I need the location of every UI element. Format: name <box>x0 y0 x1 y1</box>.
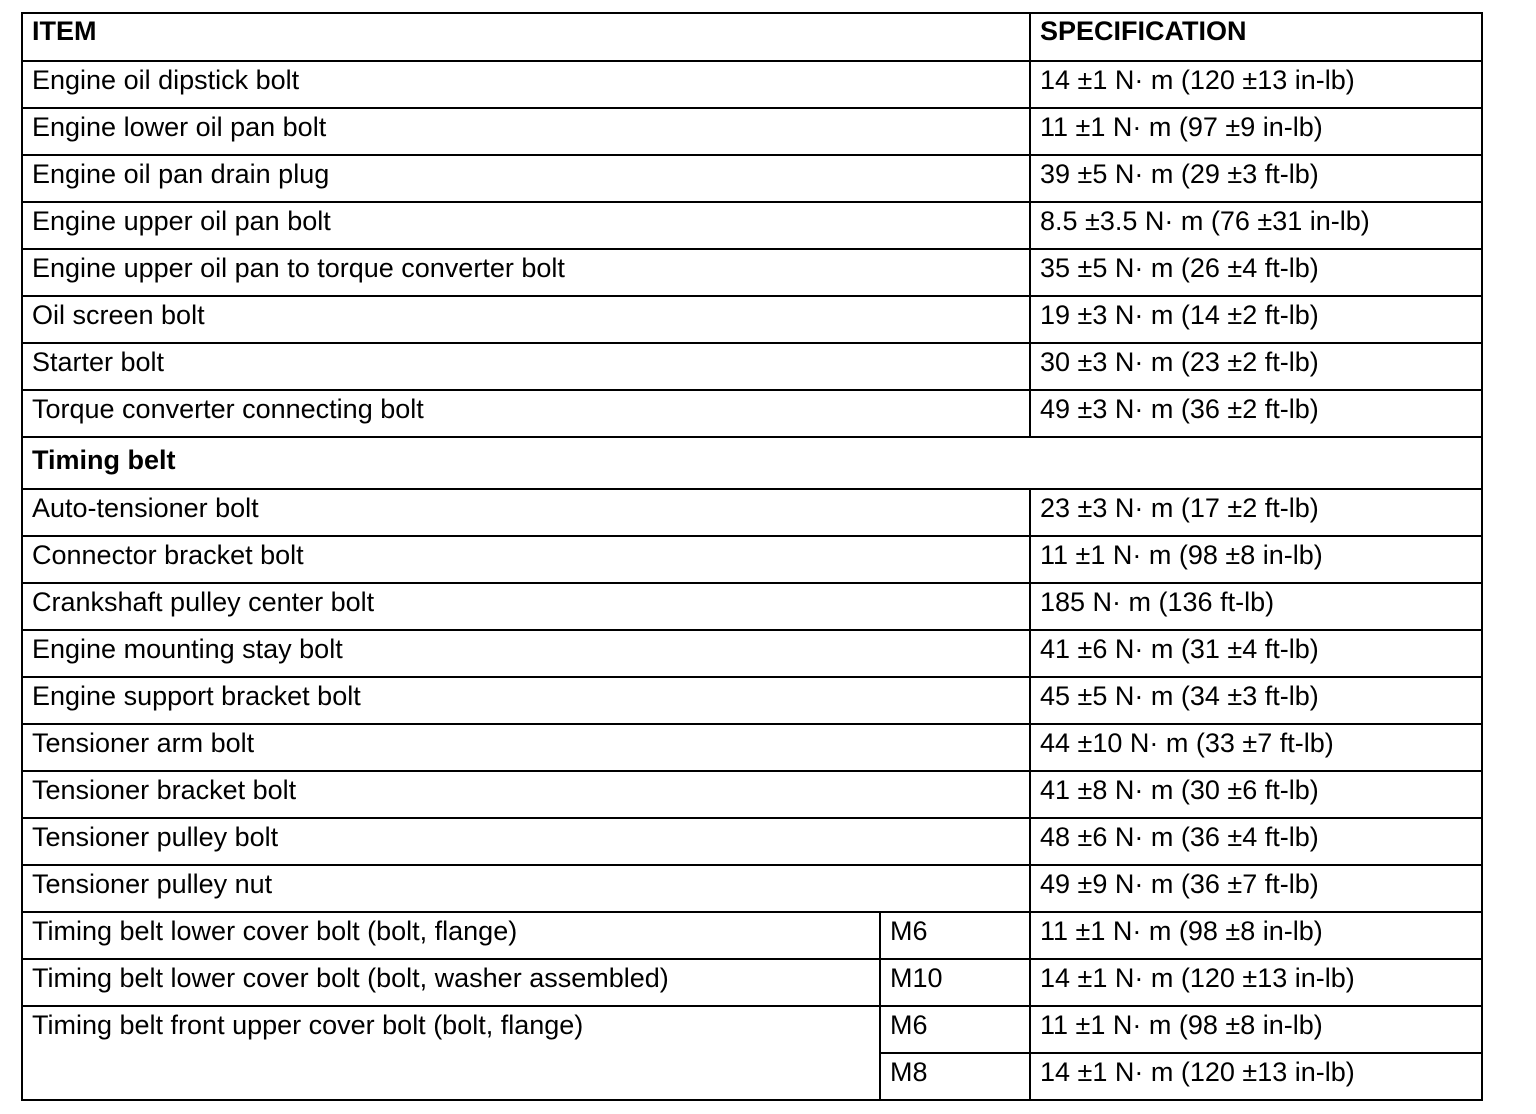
spec-cell: 39 ±5 N· m (29 ±3 ft-lb) <box>1030 155 1482 202</box>
table-row <box>22 489 1482 536</box>
item-cell: Engine oil dipstick bolt <box>22 61 1030 108</box>
spec-cell: 14 ±1 N· m (120 ±13 in-lb) <box>1030 959 1482 1006</box>
table-row <box>22 959 1482 1006</box>
spec-cell: 14 ±1 N· m (120 ±13 in-lb) <box>1030 1053 1482 1100</box>
table-row <box>22 677 1482 724</box>
spec-cell: 11 ±1 N· m (98 ±8 in-lb) <box>1030 536 1482 583</box>
item-cell: Engine upper oil pan to torque converter bolt <box>22 249 1030 296</box>
spec-cell: 11 ±1 N· m (98 ±8 in-lb) <box>1030 912 1482 959</box>
table-row <box>22 390 1482 437</box>
torque-spec-table <box>21 12 1483 1101</box>
spec-cell: 49 ±9 N· m (36 ±7 ft-lb) <box>1030 865 1482 912</box>
spec-cell: 35 ±5 N· m (26 ±4 ft-lb) <box>1030 249 1482 296</box>
header-specification: SPECIFICATION <box>1030 13 1482 61</box>
item-cell: Engine upper oil pan bolt <box>22 202 1030 249</box>
item-cell: Engine oil pan drain plug <box>22 155 1030 202</box>
spec-cell: 185 N· m (136 ft-lb) <box>1030 583 1482 630</box>
spec-cell: 19 ±3 N· m (14 ±2 ft-lb) <box>1030 296 1482 343</box>
item-cell: Timing belt front upper cover bolt (bolt, flange) <box>22 1006 880 1100</box>
item-cell: Auto-tensioner bolt <box>22 489 1030 536</box>
table-row <box>22 536 1482 583</box>
item-cell: Crankshaft pulley center bolt <box>22 583 1030 630</box>
table-header-row <box>22 13 1482 61</box>
bolt-size-cell: M8 <box>880 1053 1030 1100</box>
table-row <box>22 249 1482 296</box>
table-row <box>22 818 1482 865</box>
spec-cell: 30 ±3 N· m (23 ±2 ft-lb) <box>1030 343 1482 390</box>
section-heading-timing-belt: Timing belt <box>22 437 1482 489</box>
spec-cell: 45 ±5 N· m (34 ±3 ft-lb) <box>1030 677 1482 724</box>
table-row <box>22 771 1482 818</box>
table-row <box>22 1006 1482 1053</box>
table-row <box>22 155 1482 202</box>
spec-cell: 41 ±8 N· m (30 ±6 ft-lb) <box>1030 771 1482 818</box>
table-row <box>22 296 1482 343</box>
table-row <box>22 865 1482 912</box>
table-row <box>22 108 1482 155</box>
item-cell: Timing belt lower cover bolt (bolt, flange) <box>22 912 880 959</box>
item-cell: Tensioner arm bolt <box>22 724 1030 771</box>
item-cell: Connector bracket bolt <box>22 536 1030 583</box>
table-row <box>22 630 1482 677</box>
item-cell: Tensioner pulley nut <box>22 865 1030 912</box>
header-item: ITEM <box>22 13 1030 61</box>
item-cell: Tensioner bracket bolt <box>22 771 1030 818</box>
bolt-size-cell: M6 <box>880 1006 1030 1053</box>
item-cell: Tensioner pulley bolt <box>22 818 1030 865</box>
spec-cell: 8.5 ±3.5 N· m (76 ±31 in-lb) <box>1030 202 1482 249</box>
spec-cell: 48 ±6 N· m (36 ±4 ft-lb) <box>1030 818 1482 865</box>
item-cell: Torque converter connecting bolt <box>22 390 1030 437</box>
section-heading-row <box>22 437 1482 489</box>
item-cell: Starter bolt <box>22 343 1030 390</box>
table-row <box>22 202 1482 249</box>
spec-cell: 11 ±1 N· m (97 ±9 in-lb) <box>1030 108 1482 155</box>
spec-cell: 11 ±1 N· m (98 ±8 in-lb) <box>1030 1006 1482 1053</box>
spec-cell: 23 ±3 N· m (17 ±2 ft-lb) <box>1030 489 1482 536</box>
item-cell: Engine support bracket bolt <box>22 677 1030 724</box>
item-cell: Engine mounting stay bolt <box>22 630 1030 677</box>
spec-cell: 44 ±10 N· m (33 ±7 ft-lb) <box>1030 724 1482 771</box>
table-row <box>22 724 1482 771</box>
spec-cell: 41 ±6 N· m (31 ±4 ft-lb) <box>1030 630 1482 677</box>
table-row <box>22 583 1482 630</box>
table-row <box>22 61 1482 108</box>
table-row <box>22 343 1482 390</box>
table-row <box>22 912 1482 959</box>
item-cell: Timing belt lower cover bolt (bolt, washer assembled) <box>22 959 880 1006</box>
item-cell: Oil screen bolt <box>22 296 1030 343</box>
bolt-size-cell: M6 <box>880 912 1030 959</box>
spec-cell: 49 ±3 N· m (36 ±2 ft-lb) <box>1030 390 1482 437</box>
item-cell: Engine lower oil pan bolt <box>22 108 1030 155</box>
bolt-size-cell: M10 <box>880 959 1030 1006</box>
spec-cell: 14 ±1 N· m (120 ±13 in-lb) <box>1030 61 1482 108</box>
